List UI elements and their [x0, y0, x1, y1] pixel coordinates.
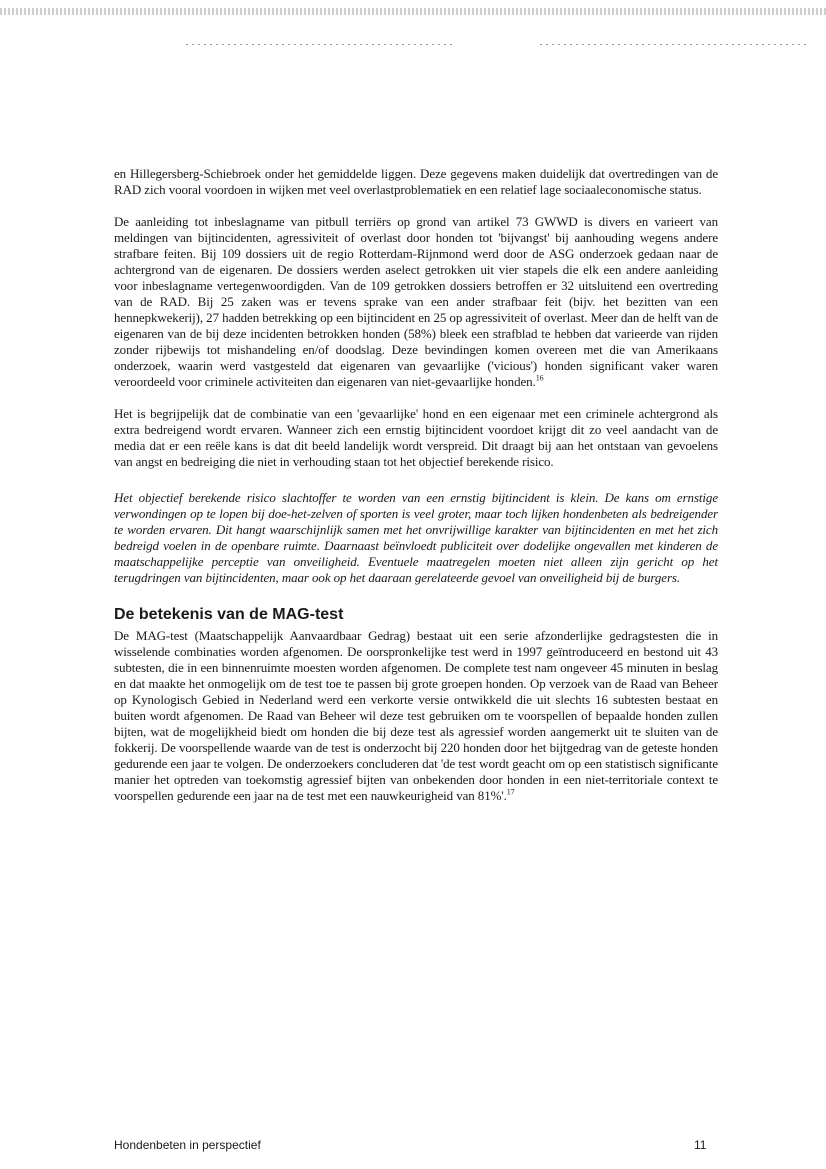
- paragraph-perceptie: Het is begrijpelijk dat de combinatie van een 'gevaarlijke' hond en een eigenaar met een criminele achtergrond als extra bedreigend wordt ervaren. Wanneer zich een ernstig bijtincident voordoet krijgt dit zo veel aandacht van de media dat er een reële kans is dat dit beeld landelijk wordt verspreid. Dit draagt bij aan het ontstaan van gevoelens van angst en bedreiging die niet in verhouding staan tot het objectief berekende risico.: [114, 406, 718, 469]
- paragraph-text: De MAG-test (Maatschappelijk Aanvaardbaar Gedrag) bestaat uit een serie afzonderlijke gedragstesten die in wisselende combinaties worden afgenomen. De oorspronkelijke test werd in 1997 geïntroduceerd en bestond uit 43 subtesten, die in een binnenruimte moesten worden afgenomen. De complete test nam ongeveer 45 minuten in beslag en dat maakte het onmogelijk om de test toe te passen bij grote groepen honden. Op verzoek van de Raad van Beheer op Kynologisch Gebied in Nederland werd een verkorte versie ontwikkeld die uit slechts 16 subtesten bestaat en buiten wordt afgenomen. De Raad van Beheer wil deze test gebruiken om te voorspellen of bepaalde honden zullen bijten, wat de mogelijkheid biedt om honden die bij deze test als agressief worden aangemerkt uit te sluiten van de fokkerij. De voorspellende waarde van de test is onderzocht bij 220 honden door het bijtgedrag van de geteste honden gedurende een jaar te volgen. De onderzoekers concluderen dat 'de test wordt geacht om op een statistisch significante manier het optreden van toekomstig agressief bijten van onbekenden door honden in een niet-territoriale context te voorspellen gedurende een jaar na de test met een nauwkeurigheid van 81%'.: [114, 628, 718, 803]
- page-number: 11: [694, 1138, 707, 1152]
- footer-title: Hondenbeten in perspectief: [114, 1138, 261, 1152]
- scan-artifact-dots: [540, 44, 810, 45]
- page-body: [114, 166, 718, 804]
- section-heading: De betekenis van de MAG-test: [114, 606, 344, 623]
- footnote-ref: 16: [535, 373, 544, 383]
- paragraph-summary-italic: Het objectief berekende risico slachtoffer te worden van een ernstig bijtincident is klein. De kans om ernstige verwondingen op te lopen bij doe-het-zelven of sporten is veel groter, maar toch lijken hondenbeten als bedreigender te worden ervaren. Dit hangt waarschijnlijk samen met het onvrijwillige karakter van bijtincidenten en met het zich bedreigd voelen in de openbare ruimte. Daarnaast beïnvloedt publiciteit over dodelijke ongevallen met kinderen de maatschappelijke perceptie van onveiligheid. Eventuele maatregelen moeten niet alleen zijn gericht op het terugdringen van bijtincidenten, maar ook op het daaraan gerelateerde gevoel van onveiligheid bij de burgers.: [114, 490, 718, 585]
- paragraph-mag-test: [114, 628, 718, 804]
- paragraph-text: De aanleiding tot inbeslagname van pitbull terriërs op grond van artikel 73 GWWD is divers en varieert van meldingen van bijtincidenten, agressiviteit of overlast door honden tot 'bijvangst' bij aanhouding wegens andere strafbare feiten. Bij 109 dossiers uit de regio Rotterdam-Rijnmond werd door de ASG onderzoek gedaan naar de achtergrond van de eigenaren. De dossiers werden aselect getrokken uit vier stapels die elk een andere aanleiding voor inbeslagname vertegenwoordigden. Van de 109 getrokken dossiers betroffen er 32 uitsluitend een overtreding van de RAD. Bij 25 zaken was er tevens sprake van een ander strafbaar feit (bijv. het bezitten van een hennepkwekerij), 27 hadden betrekking op een bijtincident en 25 op agressiviteit of overlast. Meer dan de helft van de eigenaren van de bij deze incidenten betrokken honden (58%) bleek een strafblad te hebben dat varieerde van rijden zonder rijbewijs tot mishandeling en/of doodslag. Deze bevindingen komen overeen met die van Amerikaans onderzoek, waarin werd vastgesteld dat eigenaren van gevaarlijke ('vicious') honden significant vaker waren veroordeeld voor criminele activiteiten dan eigenaren van niet-gevaarlijke honden.: [114, 214, 718, 389]
- paragraph-intro: en Hillegersberg-Schiebroek onder het gemiddelde liggen. Deze gegevens maken duidelijk dat overtredingen van de RAD zich vooral voordoen in wijken met veel overlastproblematiek en een relatief lage sociaaleconomische status.: [114, 166, 718, 197]
- footnote-ref: 17: [506, 787, 515, 797]
- paragraph-inbeslagname: [114, 214, 718, 390]
- scan-artifact-dots: [186, 44, 456, 45]
- scan-artifact-top: [0, 8, 826, 15]
